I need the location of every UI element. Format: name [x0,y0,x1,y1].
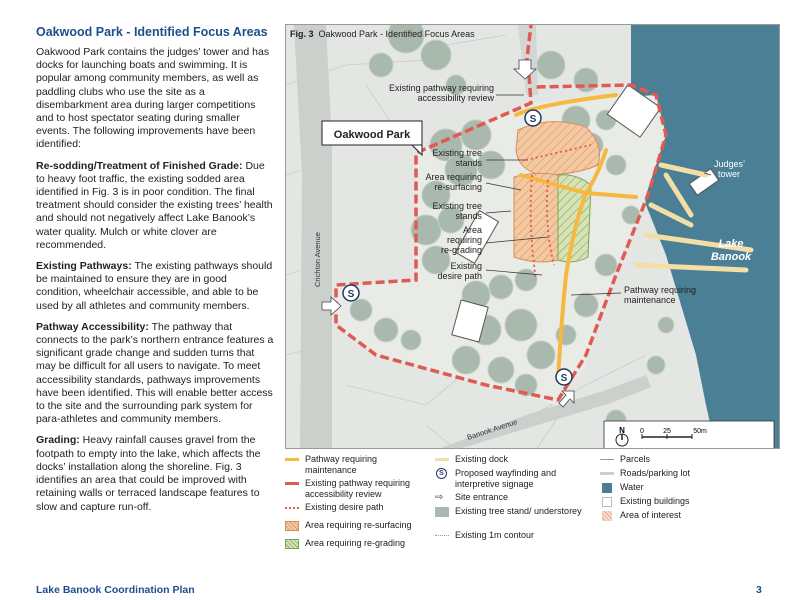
signage-icon: S [529,114,537,125]
contour-icon [435,531,449,541]
label-desire-path-line1: Existing [450,261,482,271]
label-desire-path-line2: desire path [437,271,482,281]
figure-title [290,29,475,39]
signage-symbol: S [436,468,447,479]
label-pathway-review-line2: accessibility review [417,93,494,103]
item-body: Due to heavy foot traffic, the existing sodded area identified in Fig. 3 is in poor condition. The final treatment should consider the existing trees’ health and should not negatively affect Lake Banook’s water quality. Mulch or white clover are recommended. [36,159,273,251]
label-regrading-line1: Area [462,225,482,235]
tree-stand-icon [435,507,449,517]
scale-label-0: 0 [640,428,644,435]
site-map [286,25,780,449]
label-regrading-line3: re-grading [440,245,482,255]
item-title: Pathway Accessibility: [36,320,149,333]
legend-item-resurfacing [285,520,425,531]
label-judges-tower-line1: Judges’ [714,159,746,169]
label-tree-stands-1-line2: stands [455,158,482,168]
item-title: Re-sodding/Treatment of Finished Grade: [36,159,243,172]
label-pathway-review-line1: Existing pathway requiring [388,83,494,93]
legend-label: Area of interest [620,510,682,520]
red-dotted-icon [285,503,299,513]
red-line-icon [285,479,299,489]
label-crichton-avenue: Crichton Avenue [313,232,322,287]
orange-line-icon [285,455,299,465]
north-label: N [619,426,625,435]
label-banook-avenue: Banook Avenue [465,417,519,442]
label-tree-stands-2-line2: stands [455,211,482,221]
legend-item-desire-path [285,502,425,513]
signage-icon: S [560,373,568,384]
legend-label: Existing 1m contour [455,530,535,540]
legend-label: Existing buildings [620,496,690,506]
orange-hatch-icon [285,521,299,531]
legend-label: Site entrance [455,492,509,502]
entrance-arrow-icon: ⇨ [435,492,444,503]
label-judges-tower-line2: tower [718,169,741,179]
intro-paragraph: Oakwood Park contains the judges’ tower and has docks for launching boats and swimming. It is popular among community members, as well as paddling clubs who use the site as a disembarkment area during larger competitions and to host spectator seating during smaller events. The following improvements have been identified: [36,46,270,151]
label-regrading-line2: requiring [446,235,482,245]
dock-icon [435,455,449,465]
item-grading [36,434,274,513]
text-column [36,24,274,522]
water-icon [602,483,612,493]
legend-label: Existing dock [455,454,509,464]
legend-item-signage [435,468,595,490]
north-arrow-scale [604,421,774,449]
legend-item-contour [435,530,595,541]
footer-title: Lake Banook Coordination Plan [36,584,195,596]
signage-icon [435,469,449,479]
legend-item-dock [435,454,595,465]
figure-number: Fig. 3 [290,29,314,39]
legend-item-water [600,482,750,493]
legend-label: Pathway requiring maintenance [305,454,378,475]
legend-label: Roads/parking lot [620,468,691,478]
legend-label: Existing desire path [305,502,384,512]
legend-item-area-of-interest [600,510,750,521]
legend-label: Water [620,482,644,492]
parcel-line-icon [600,455,614,465]
item-body: The pathway that connects to the park’s northern entrance features a significant grade change and sudden turns that may be difficult for all users to navigate. To meet accessibility standards, pathways improvements have been identified. This will enable better access to the site and the surrounding park system for para-athletes and community members. [36,320,274,426]
legend-item-tree-stand [435,506,595,517]
legend-item-pathway-maintenance [285,454,425,476]
scale-label-25: 25 [663,428,671,435]
legend-label: Existing pathway requiring accessibility review [305,478,411,499]
park-name-label: Oakwood Park [333,129,411,141]
legend-label: Parcels [620,454,651,464]
green-hatch-icon [285,539,299,549]
legend-label: Area requiring re-grading [305,538,406,548]
label-pathway-maint-line1: Pathway requiring [624,285,697,295]
item-title: Grading: [36,434,80,447]
legend-item-parcels [600,454,750,465]
label-tree-stands-1-line1: Existing tree [432,148,482,158]
figure-title-text: Oakwood Park - Identified Focus Areas [318,29,475,39]
legend-item-roads [600,468,750,479]
scale-label-50: 50m [693,428,707,435]
item-existing-pathways [36,260,274,313]
label-pathway-maint-line2: maintenance [624,295,676,305]
label-tree-stands-2-line1: Existing tree [432,201,482,211]
resurfacing-area-north [516,122,600,175]
label-resurfacing-line2: re-surfacing [434,182,482,192]
area-of-interest-icon [602,511,612,521]
label-lake-line2: Banook [710,251,752,263]
legend-item-buildings [600,496,750,507]
item-body: The existing pathways should be maintained to ensure they are in good condition, wheelchair accessible, and able to be used by all athletes and community members. [36,260,273,312]
signage-icon: S [347,289,355,300]
legend-label: Area requiring re-surfacing [305,520,412,530]
site-map-figure [285,24,780,449]
resurfacing-area-south [514,173,558,262]
road-icon [600,469,614,479]
label-resurfacing-line1: Area requiring [425,172,482,182]
section-heading: Oakwood Park - Identified Focus Areas [36,25,268,39]
legend-label: Proposed wayfinding and interpretive signage [455,468,557,489]
page-number: 3 [756,584,762,596]
label-lake-line1: Lake [718,238,744,250]
legend-item-regrading [285,538,425,549]
map-legend [285,454,785,574]
item-body: Heavy rainfall causes gravel from the footpath to empty into the lake, which affects the docks’ installation along the shoreline. Fig. 3 identifies an area that could be improved with retaining walls or terraced landscape features to slow and capture run-off. [36,434,261,513]
item-resodding [36,160,274,252]
building-icon [602,497,612,507]
legend-label: Existing tree stand/ understorey [455,506,582,516]
legend-item-pathway-review [285,478,425,500]
item-title: Existing Pathways: [36,260,132,273]
item-pathway-accessibility [36,321,274,427]
legend-item-site-entrance [435,492,595,503]
